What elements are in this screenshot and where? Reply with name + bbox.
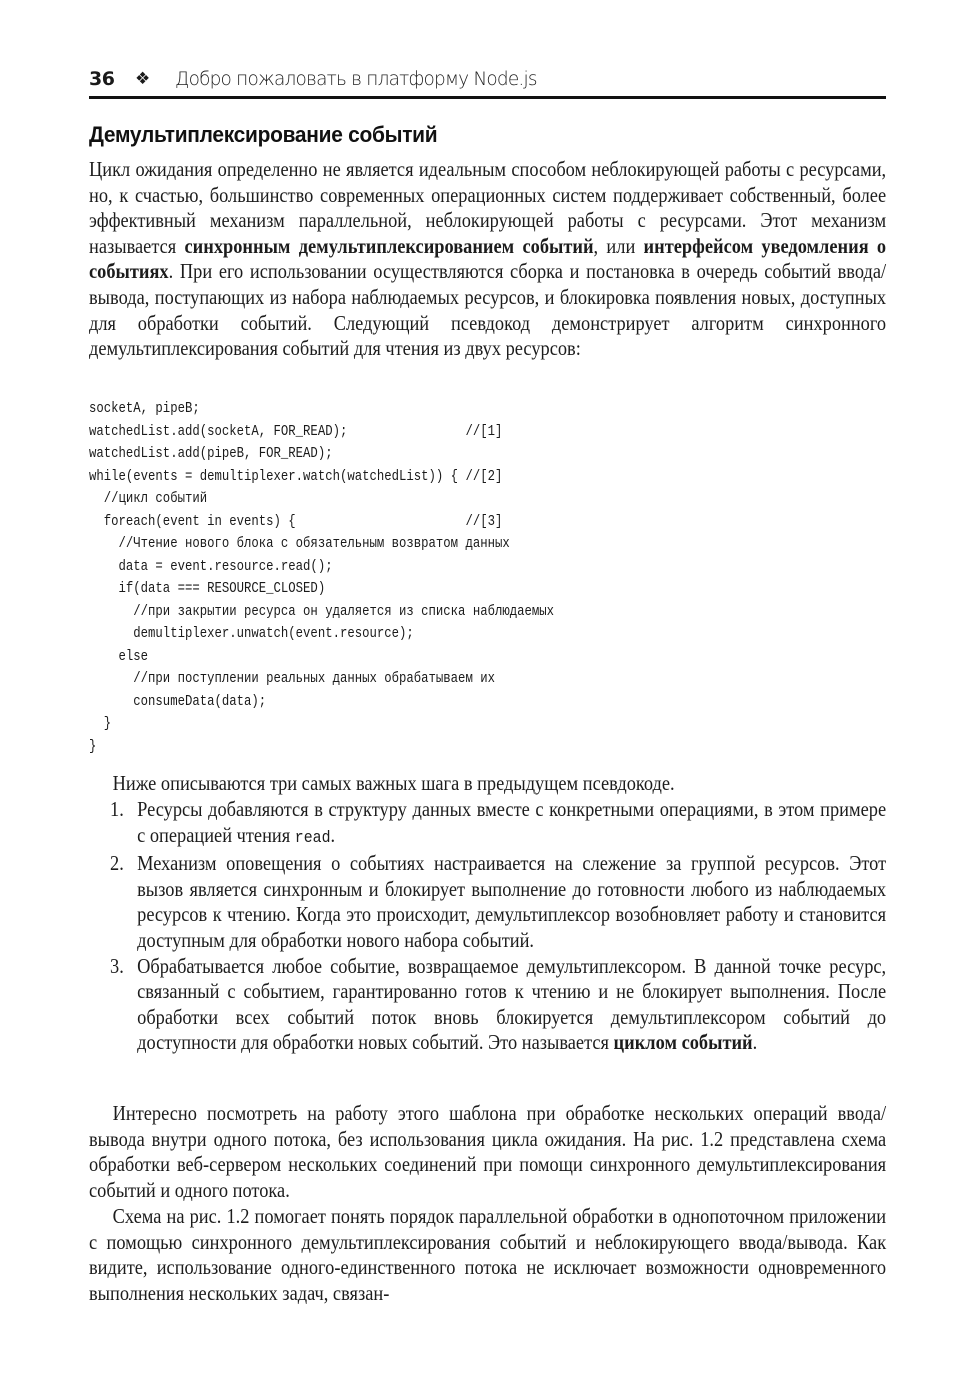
- text-run: Цикл ожидания определенно не является идеальным способом неблокирующей работы с ресурсами, но, к счастью, большинство современных операционных систем поддерживает собственный, более эффективный механизм параллельной, неблокирующей работы с ресурсами. Этот механизм называется: [89, 157, 887, 258]
- code-line: consumeData(data);: [89, 692, 267, 710]
- code-line: }: [89, 715, 112, 732]
- list-item: [89, 954, 886, 1056]
- section-heading: Демультиплексирование событий: [89, 122, 438, 147]
- bold-term: синхронным демультиплексированием событий: [184, 233, 594, 258]
- paragraph-scheme: Схема на рис. 1.2 помогает понять порядок параллельной обработки в однопоточном приложении с помощью синхронного демультиплексирования событий и неблокирующего ввода/вывода. Как видите, использование одного-единственного потока не исключает возможности одновременного выполнения нескольких задач, связан-: [89, 1204, 887, 1305]
- list-item: [89, 797, 886, 851]
- code-line: foreach(event in events) { //[3]: [89, 512, 503, 530]
- code-line: //Чтение нового блока с обязательным возвратом данных: [89, 535, 510, 552]
- paragraph-steps-intro: Ниже описываются три самых важных шага в предыдущем псевдокоде.: [112, 771, 675, 795]
- inline-code: read: [294, 828, 331, 848]
- list-number: 2.: [110, 851, 124, 876]
- page-number: 36: [89, 68, 115, 90]
- book-title: Добро пожаловать в платформу Node.js: [175, 69, 537, 90]
- diamond-ornament-icon: ❖: [135, 69, 151, 89]
- steps-list: [89, 797, 886, 1056]
- list-number: 1.: [110, 797, 124, 821]
- paragraph-intro: [89, 157, 886, 362]
- list-item: [89, 851, 886, 953]
- code-line: data = event.resource.read();: [89, 557, 333, 575]
- list-number: 3.: [110, 953, 124, 978]
- code-line: //цикл событий: [89, 490, 208, 507]
- text-run: . При его использовании осуществляются сборка и постановка в очередь событий ввода/вывода, поступающих из набора наблюдаемых ресурсов, и блокировка появления новых, доступных для обработки событий. Следующий псевдокод демонстрирует алгоритм синхронного демультиплексирования событий для чтения из двух ресурсов:: [89, 259, 887, 361]
- paragraph-pattern: Интересно посмотреть на работу этого шаблона при обработке нескольких операций ввода/вывода внутри одного потока, без использования цикла ожидания. На рис. 1.2 представлена схема обработки веб-сервером нескольких соединений при помощи синхронного демультиплексирования событий и одного потока.: [89, 1101, 887, 1202]
- text-run: Механизм оповещения о событиях настраивается на слежение за группой ресурсов. Этот вызов является синхронным и блокирует выполнение до готовности любого из наблюдаемых ресурсов к чтению. Когда это происходит, демультиплексор возобновляет работу и становится доступным для обработки нового набора событий.: [137, 851, 887, 952]
- running-head: [89, 68, 886, 99]
- bold-term: циклом событий: [613, 1030, 753, 1055]
- text-run: Обрабатывается любое событие, возвращаемое демультиплексором. В данной точке ресурс, связанный с событием, гарантированно готов к чтению и не блокирует выполнения. После обработки всех событий поток вновь блокируется демультиплексором событий до доступности для обработки новых событий. Это называется: [137, 953, 887, 1055]
- code-line: //при поступлении реальных данных обрабатываем их: [89, 670, 495, 687]
- bold-term: интерфейсом уведомления о событиях: [89, 233, 887, 284]
- code-line: socketA, pipeB;: [89, 400, 200, 417]
- code-line: while(events = demultiplexer.watch(watchedList)) { //[2]: [89, 467, 503, 485]
- text-run: , или: [593, 233, 644, 258]
- code-line: watchedList.add(pipeB, FOR_READ);: [89, 445, 333, 462]
- code-line: //при закрытии ресурса он удаляется из списка наблюдаемых: [89, 602, 555, 620]
- code-block: [89, 398, 554, 758]
- text-run: .: [330, 822, 336, 847]
- code-line: }: [89, 737, 97, 755]
- text-run: Ресурсы добавляются в структуру данных вместе с конкретными операциями, в этом примере с операцией чтения: [137, 797, 887, 847]
- code-line: demultiplexer.unwatch(event.resource);: [89, 625, 414, 642]
- code-line: watchedList.add(socketA, FOR_READ); //[1]: [89, 422, 503, 440]
- text-run: .: [752, 1030, 758, 1055]
- code-line: if(data === RESOURCE_CLOSED): [89, 580, 326, 597]
- code-line: else: [89, 647, 149, 665]
